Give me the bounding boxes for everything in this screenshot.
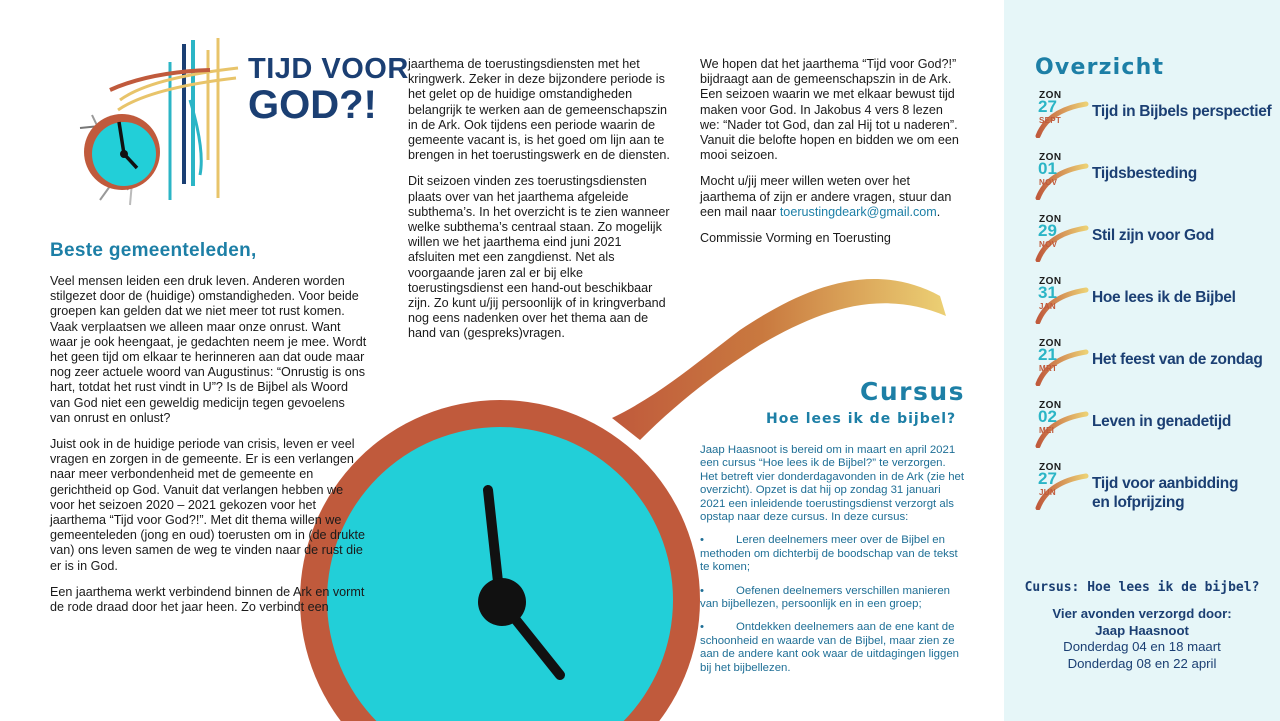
bullet: • [700, 621, 704, 634]
paragraph: Veel mensen leiden een druk leven. Anderen worden stilgezet door de (huidige) omstandigheden. Voor beide groepen kan gelden dat we niet meer tot rust komen. Vaak verplaatsen we alleen maar onze onrust. Want waar je ook heengaat, je gedachten neem je mee. Wordt het geen tijd om elkaar te herinneren aan dat oude maar nog zeer actuele woord van Augustinus: “Onrustig is ons hart, totdat het rust vindt in U”? Is de Bijbel als Woord van God niet een geweldig medicijn tegen gevoelens van onrust en onlust? [50, 274, 367, 425]
badge-day: 31 [1038, 283, 1057, 302]
badge-zon: ZON [1039, 462, 1062, 473]
item-label-line2: en lofprijzing [1092, 494, 1185, 511]
badge-day: 02 [1038, 407, 1057, 426]
paragraph: jaarthema de toerustingsdiensten met het kringwerk. Zeker in deze bijzondere periode is het gelet op de huidige omstandigheden belangrijk te werken aan de gemeenschapszin in de Ark. Ook tijdens een periode waarin de gemeente vacant is, is het goed om lijn aan te brengen in het toerustingswerk en de diensten. [408, 57, 670, 163]
badge-month: NOV [1039, 178, 1058, 187]
badge-zon: ZON [1039, 214, 1062, 225]
badge-month: NOV [1039, 240, 1058, 249]
badge-month: SEPT [1039, 116, 1062, 125]
item-label: Tijdsbesteding [1092, 165, 1197, 182]
badge-day: 27 [1038, 97, 1057, 116]
logo-title [248, 55, 409, 125]
cursus-body [700, 444, 965, 685]
overview-item [1034, 90, 1274, 138]
sidebar-cursus-title: Cursus: Hoe lees ik de bijbel? [1024, 580, 1260, 595]
signature: Commissie Vorming en Toerusting [700, 231, 891, 246]
info-line: Donderdag 08 en 22 april [1067, 655, 1217, 671]
date-badge [1034, 276, 1094, 324]
text-column-1 [50, 274, 368, 626]
overview-item [1034, 276, 1274, 324]
cursus-subtitle: Hoe lees ik de bijbel? [766, 411, 957, 427]
list-item [700, 534, 965, 574]
logo-icon [80, 38, 238, 205]
overview-item [1034, 462, 1274, 518]
date-badge [1034, 90, 1094, 138]
badge-zon: ZON [1039, 90, 1062, 101]
logo-title-line1: TIJD VOOR [248, 53, 409, 85]
greeting-heading: Beste gemeenteleden, [50, 240, 257, 261]
item-label: Tijd in Bijbels perspectief [1092, 103, 1272, 120]
badge-day: 01 [1038, 159, 1057, 178]
overview-title: Overzicht [1035, 55, 1165, 80]
item-label-line1: Tijd voor aanbidding [1092, 475, 1239, 492]
date-badge [1034, 400, 1094, 448]
email-link[interactable]: toerustingdeark@gmail.com [779, 204, 937, 219]
badge-day: 27 [1038, 469, 1057, 488]
paragraph: Juist ook in de huidige periode van crisis, leven er veel vragen en zorgen in de gemeente. Er is een verlangen naar meer verbondenheid met de gemeente en gerichtheid op God. Vanuit dat verlangen hebben we voor het seizoen 2020 – 2021 gekozen voor het jaarthema “Tijd voor God?!”. Met dit thema willen we gemeenteleden (jong en oud) toerusten om in (de drukte van) ons leven samen de weg te vinden naar de rust die er is in God. [50, 437, 366, 573]
date-badge [1034, 214, 1094, 262]
badge-day: 29 [1038, 221, 1057, 240]
text-column-2 [408, 57, 670, 353]
cursus-list [700, 534, 965, 675]
cursus-intro: Jaap Haasnoot is bereid om in maart en april 2021 een cursus “Hoe lees ik de Bijbel?” te verzorgen. Het betreft vier donderdagavonden in de Ark (zie het overzicht). Opzet is dat hij op zondag 31 januari 2021 een inleidende toerustingsdienst verzorgt als opstap naar deze cursus. In deze cursus: [700, 444, 965, 524]
item-label: Het feest van de zondag [1092, 351, 1263, 368]
list-item [700, 621, 965, 675]
badge-zon: ZON [1039, 338, 1062, 349]
paragraph: We hopen dat het jaarthema “Tijd voor God?!” bijdraagt aan de gemeenschapszin in de Ark. Een seizoen waarin we met elkaar bewust tijd maken voor God. In Jakobus 4 vers 8 lezen we: “Nader tot God, dan zal Hij tot u naderen”. Vanuit die belofte hopen en bidden we om een mooi seizoen. [700, 57, 959, 163]
item-label: Stil zijn voor God [1092, 227, 1215, 244]
list-item-text: Oefenen deelnemers verschillen manieren van bijbellezen, persoonlijk en in een groep; [700, 584, 951, 611]
badge-day: 21 [1038, 345, 1057, 364]
paragraph: Een jaarthema werkt verbindend binnen de Ark en vormt de rode draad door het jaar heen. Zo verbindt een [50, 584, 365, 615]
contact-text: Mocht u/jij meer willen weten over het jaarthema of zijn er andere vragen, stuur dan een mail naar [700, 174, 952, 219]
info-line: Jaap Haasnoot [1095, 622, 1189, 638]
bullet: • [700, 584, 704, 597]
overview-item [1034, 214, 1274, 262]
paragraph: Dit seizoen vinden zes toerustingsdiensten plaats over van het jaarthema afgeleide subthema’s. In het overzicht is te zien wanneer welke subthema’s centraal staan. Zo mogelijk willen we het jaarthema eind juni 2021 afsluiten met een zangdienst. Net als voorgaande jaren zal er bij elke toerustingsdienst een hand-out beschikbaar zijn. Zo kunt u/jij persoonlijk of in kringverband nog eens nadenken over het thema aan de hand van (gespreks)vragen. [408, 174, 670, 341]
bullet: • [700, 534, 704, 547]
date-badge [1034, 338, 1094, 386]
list-item-text: Ontdekken deelnemers aan de ene kant de schoonheid en waarde van de Bijbel, maar zien ze aan de andere kant ook waar de uitdagingen liggen bij het bijbellezen. [700, 621, 960, 674]
item-label: Leven in genadetijd [1092, 413, 1231, 430]
badge-month: MEI [1039, 426, 1055, 435]
badge-zon: ZON [1039, 152, 1062, 163]
date-badge [1034, 462, 1094, 510]
overview-item [1034, 152, 1274, 200]
logo-title-line2: GOD?! [248, 83, 377, 127]
list-item-text: Leren deelnemers meer over de Bijbel en methoden om dichterbij de boodschap van de tekst te komen; [700, 534, 958, 574]
badge-zon: ZON [1039, 400, 1062, 411]
overview-item [1034, 400, 1274, 448]
list-item [700, 585, 965, 612]
sidebar-cursus-info [1004, 606, 1280, 672]
info-line: Vier avonden verzorgd door: [1052, 606, 1232, 621]
item-label: Hoe lees ik de Bijbel [1092, 289, 1236, 306]
period: . [936, 204, 941, 219]
item-label [1092, 474, 1238, 512]
paragraph [700, 174, 965, 220]
badge-month: MRT [1039, 364, 1058, 373]
overview-item [1034, 338, 1274, 386]
badge-zon: ZON [1039, 276, 1062, 287]
text-column-3 [700, 57, 965, 257]
badge-month: JUN [1039, 488, 1056, 497]
badge-month: JAN [1039, 302, 1056, 311]
date-badge [1034, 152, 1094, 200]
info-line: Donderdag 04 en 18 maart [1063, 639, 1221, 654]
cursus-title: Cursus [860, 377, 966, 406]
